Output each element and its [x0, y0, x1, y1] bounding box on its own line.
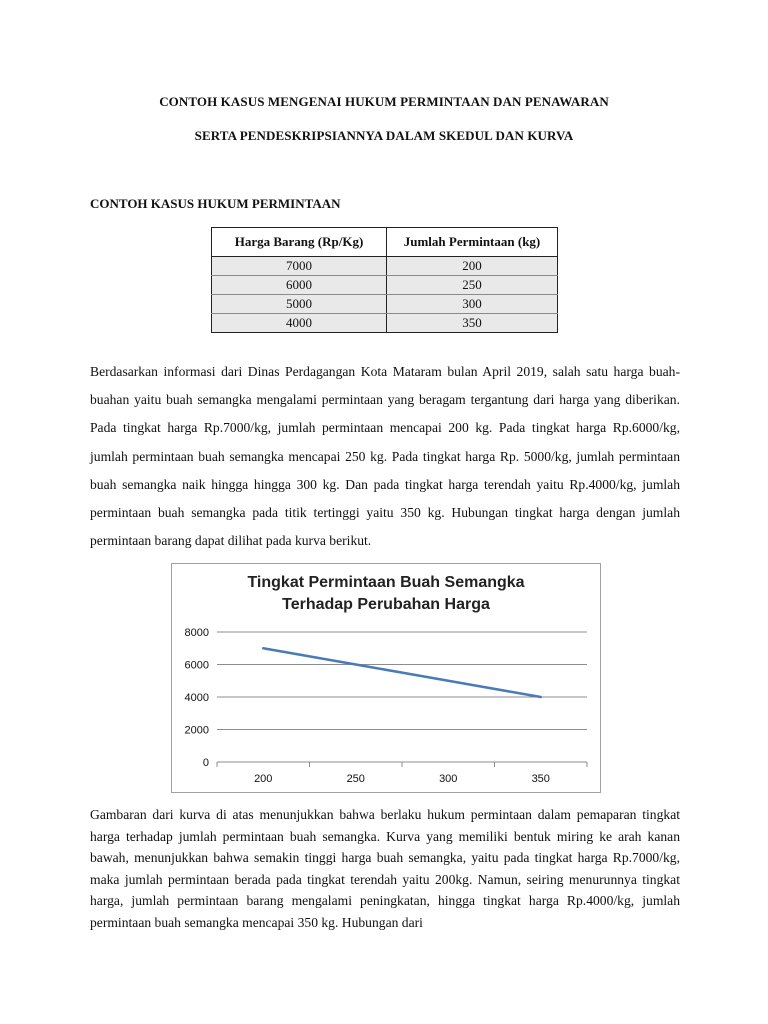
quantity-cell: 250	[387, 276, 558, 295]
price-cell: 7000	[212, 257, 387, 276]
x-tick-label: 350	[531, 773, 550, 785]
y-tick-label: 4000	[184, 692, 209, 704]
y-tick-label: 0	[202, 757, 209, 769]
demand-schedule-table	[211, 227, 558, 333]
paragraph-demand-case: Berdasarkan informasi dari Dinas Perdagangan Kota Mataram bulan April 2019, salah satu harga buah-buahan yaitu buah semangka mengalami permintaan yang beragam tergantung dari harga yang diberikan. Pada tingkat harga Rp.7000/kg, jumlah permintaan mencapai 200 kg. Pada tingkat harga Rp.6000/kg, jumlah permintaan buah semangka mencapai 250 kg. Pada tingkat harga Rp. 5000/kg, jumlah permintaan buah semangka naik hingga hingga 300 kg. Dan pada tingkat harga terendah yaitu Rp.4000/kg, jumlah permintaan buah semangka pada titik tertinggi yaitu 350 kg. Hubungan tingkat harga dengan jumlah permintaan barang dapat dilihat pada kurva berikut.	[90, 364, 680, 549]
quantity-cell: 300	[387, 295, 558, 314]
chart-title-line-2: Terhadap Perubahan Harga	[282, 596, 490, 613]
quantity-cell: 200	[387, 257, 558, 276]
document-title-line-1: CONTOH KASUS MENGENAI HUKUM PERMINTAAN DAN PENAWARAN	[159, 94, 609, 109]
series-line-harga	[263, 648, 541, 697]
quantity-cell: 350	[387, 314, 558, 333]
header-quantity: Jumlah Permintaan (kg)	[387, 228, 558, 257]
section-heading: CONTOH KASUS HUKUM PERMINTAAN	[90, 196, 341, 211]
price-cell: 5000	[212, 295, 387, 314]
x-tick-label: 300	[439, 773, 458, 785]
price-cell: 6000	[212, 276, 387, 295]
table-row	[212, 257, 558, 276]
table-header-row	[212, 228, 558, 257]
table-row	[212, 314, 558, 333]
table-row	[212, 276, 558, 295]
x-tick-label: 250	[346, 773, 365, 785]
chart-plot-area	[172, 564, 600, 792]
price-cell: 4000	[212, 314, 387, 333]
chart-title-line-1: Tingkat Permintaan Buah Semangka	[247, 574, 525, 591]
document-title-line-2: SERTA PENDESKRIPSIANNYA DALAM SKEDUL DAN KURVA	[194, 128, 574, 143]
y-tick-label: 2000	[184, 724, 209, 737]
paragraph-curve-explanation: Gambaran dari kurva di atas menunjukkan bahwa berlaku hukum permintaan dalam pemaparan tingkat harga terhadap jumlah permintaan buah semangka. Kurva yang memiliki bentuk miring ke arah kanan bawah, menunjukkan bahwa semakin tinggi harga buah semangka, yaitu pada tingkat harga Rp.7000/kg, maka jumlah permintaan berada pada tingkat terendah yaitu 200kg. Namun, seiring menurunnya tingkat harga, jumlah permintaan barang mengalami peningkatan, hingga tingkat harga Rp.4000/kg, jumlah permintaan buah semangka mencapai 350 kg. Hubungan dari	[90, 807, 680, 930]
y-tick-label: 8000	[184, 627, 209, 639]
header-price: Harga Barang (Rp/Kg)	[212, 228, 387, 257]
y-tick-label: 6000	[184, 659, 209, 672]
table-row	[212, 295, 558, 314]
demand-curve-chart	[171, 563, 601, 793]
x-tick-label: 200	[254, 773, 273, 785]
